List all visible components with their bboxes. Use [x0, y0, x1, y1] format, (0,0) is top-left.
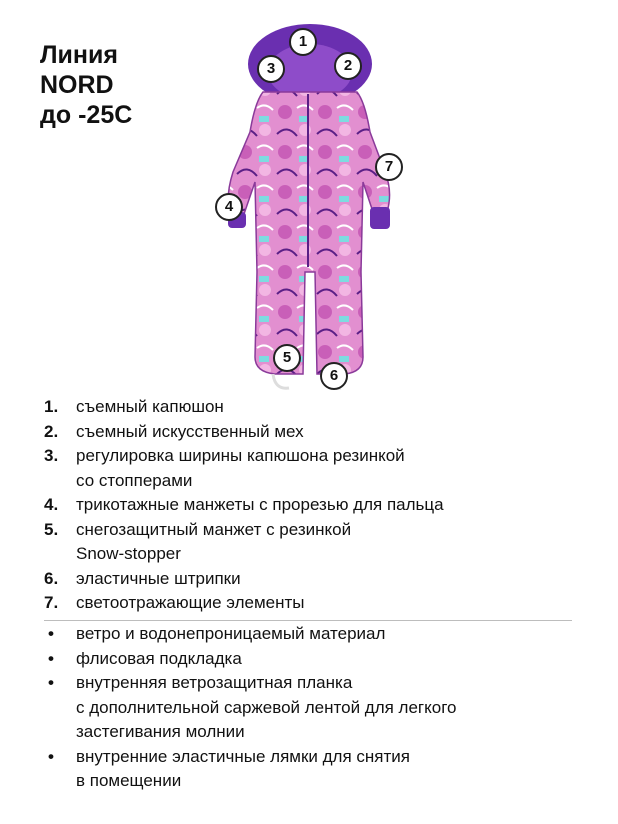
feature-text: эластичные штрипки [76, 568, 241, 588]
feature-text: съемный искусственный мех [76, 421, 304, 441]
feature-text: съемный капюшон [76, 397, 224, 416]
feature-text: регулировка ширины капюшона резинкой [76, 446, 405, 465]
product-line-title [40, 40, 132, 130]
callout-6: 6 [320, 362, 348, 390]
feature-number: 6. [44, 568, 59, 588]
feature-number: 3. [44, 446, 59, 465]
title-line-1: Линия [40, 41, 118, 69]
callout-7: 7 [375, 153, 403, 181]
feature-text: снегозащитный манжет с резинкой [76, 519, 352, 539]
feature-item [44, 567, 584, 592]
property-text: в помещении [76, 771, 182, 790]
property-text: ветро и водонепроницаемый материал [76, 624, 386, 643]
feature-item [44, 420, 584, 445]
callout-2: 2 [334, 52, 362, 80]
feature-item [44, 493, 584, 518]
property-text: застегивания молнии [76, 722, 245, 741]
callout-1: 1 [289, 28, 317, 56]
bullet-mark: • [48, 648, 54, 668]
property-text: внутренняя ветрозащитная планка [76, 673, 353, 692]
callout-3: 3 [257, 55, 285, 83]
property-item [44, 647, 584, 672]
feature-text: Snow-stopper [76, 544, 181, 563]
property-item [44, 622, 584, 647]
properties-list [44, 622, 584, 794]
feature-text: светоотражающие элементы [76, 593, 305, 612]
feature-text: со стопперами [76, 470, 193, 490]
property-item [44, 745, 584, 794]
section-divider [44, 620, 572, 621]
feature-item [44, 518, 584, 567]
feature-item [44, 395, 584, 420]
feature-item [44, 591, 584, 616]
feature-number: 7. [44, 593, 59, 612]
feature-number: 2. [44, 421, 59, 441]
property-text: с дополнительной саржевой лентой для легкого [76, 697, 457, 717]
feature-number: 4. [44, 495, 59, 514]
title-line-3: до -25С [40, 101, 133, 129]
callout-5: 5 [273, 344, 301, 372]
features-list [44, 395, 584, 616]
bullet-mark: • [48, 673, 54, 692]
property-text: флисовая подкладка [76, 648, 242, 668]
cuff-right [370, 207, 390, 229]
property-item [44, 671, 584, 745]
feature-number: 5. [44, 519, 59, 539]
bullet-mark: • [48, 746, 54, 766]
feature-number: 1. [44, 397, 59, 416]
feature-text: трикотажные манжеты с прорезью для пальца [76, 495, 444, 514]
callout-4: 4 [215, 193, 243, 221]
bullet-mark: • [48, 624, 54, 643]
title-line-2: NORD [40, 71, 114, 99]
feature-item [44, 444, 584, 493]
property-text: внутренние эластичные лямки для снятия [76, 746, 410, 766]
